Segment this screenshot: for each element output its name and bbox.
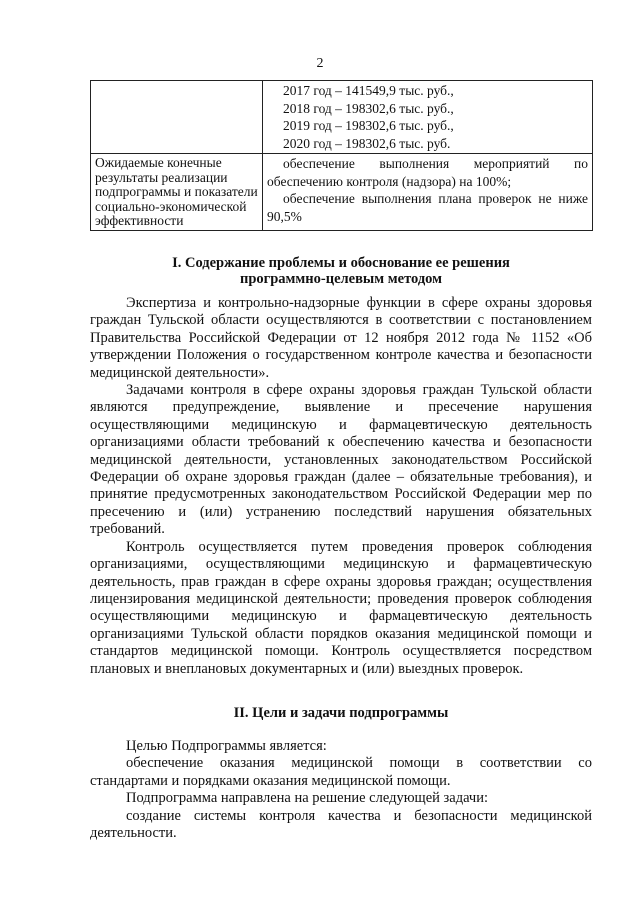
paragraph-goal: обеспечение оказания медицинской помощи в соответствии со стандартами и порядками оказания медицинской помощи. — [90, 755, 592, 789]
paragraph-expertise: Экспертиза и контрольно-надзорные функции в сфере охраны здоровья граждан Тульской области осуществляются в соответствии с постановлением Правительства Российской Федерации от 12 ноября 2012 года № 1152 «Об утверждении Положения о государственном контроле качества и безопасности медицинской деятельности». — [90, 295, 592, 381]
paragraph-task-intro: Подпрограмма направлена на решение следующей задачи: — [126, 790, 489, 807]
page-number: 2 — [316, 56, 324, 71]
results-cell — [263, 154, 593, 231]
passport-table — [90, 80, 593, 231]
financing-cell — [263, 81, 593, 154]
section-1-heading-line-2: программно-целевым методом — [239, 271, 443, 287]
table-row-results — [91, 154, 593, 231]
section-2-heading: II. Цели и задачи подпрограммы — [233, 705, 449, 721]
table-cell-empty — [91, 81, 263, 154]
section-1-heading-line-1: I. Содержание проблемы и обоснование ее решения — [172, 255, 510, 271]
result-line-inspections: обеспечение выполнения плана проверок не ниже 90,5% — [267, 191, 588, 224]
finance-line-2017: 2017 год – 141549,9 тыс. руб., — [283, 83, 454, 98]
paragraph-task: создание системы контроля качества и безопасности медицинской деятельности. — [90, 807, 592, 842]
finance-line-2020: 2020 год – 198302,6 тыс. руб. — [283, 135, 451, 151]
paragraph-control-methods: Контроль осуществляется путем проведения проверок соблюдения организациями, осуществляющими медицинскую и фармацевтическую деятельность, прав граждан в сфере охраны здоровья граждан; осуществления лицензирования медицинской деятельности; проведения проверок соблюдения осуществляющими медицинскую и фармацевтическую деятельность организациями Тульской области порядков оказания медицинской помощи и стандартов медицинской помощи. Контроль осуществляется посредством плановых и внеплановых документарных и (или) выездных проверок. — [90, 538, 592, 677]
results-label: Ожидаемые конечные результаты реализации подпрограммы и показатели социально-экономической эффективности — [91, 154, 263, 231]
finance-line-2019: 2019 год – 198302,6 тыс. руб., — [283, 118, 454, 133]
paragraph-goal-intro: Целью Подпрограммы является: — [126, 738, 327, 754]
section-1-heading — [90, 255, 592, 287]
section-1-body — [90, 295, 592, 678]
section-2-body — [90, 738, 592, 842]
finance-line-2018: 2018 год – 198302,6 тыс. руб., — [283, 100, 454, 116]
paragraph-control-tasks: Задачами контроля в сфере охраны здоровья граждан Тульской области являются предупреждение, выявление и пресечение нарушения осуществляющими медицинскую и фармацевтическую деятельность организациями области требований к обеспечению качества и безопасности медицинской деятельности, установленных законодательством Российской Федерации об охране здоровья граждан (далее – обязательные требования), и принятие предусмотренных законодательством Российской Федерации мер по пресечению и (или) устранению последствий нарушения обязательных требований. — [90, 382, 592, 538]
table-row-financing — [91, 81, 593, 154]
result-line-control: обеспечение выполнения мероприятий по обеспечению контроля (надзора) на 100%; — [267, 156, 588, 189]
